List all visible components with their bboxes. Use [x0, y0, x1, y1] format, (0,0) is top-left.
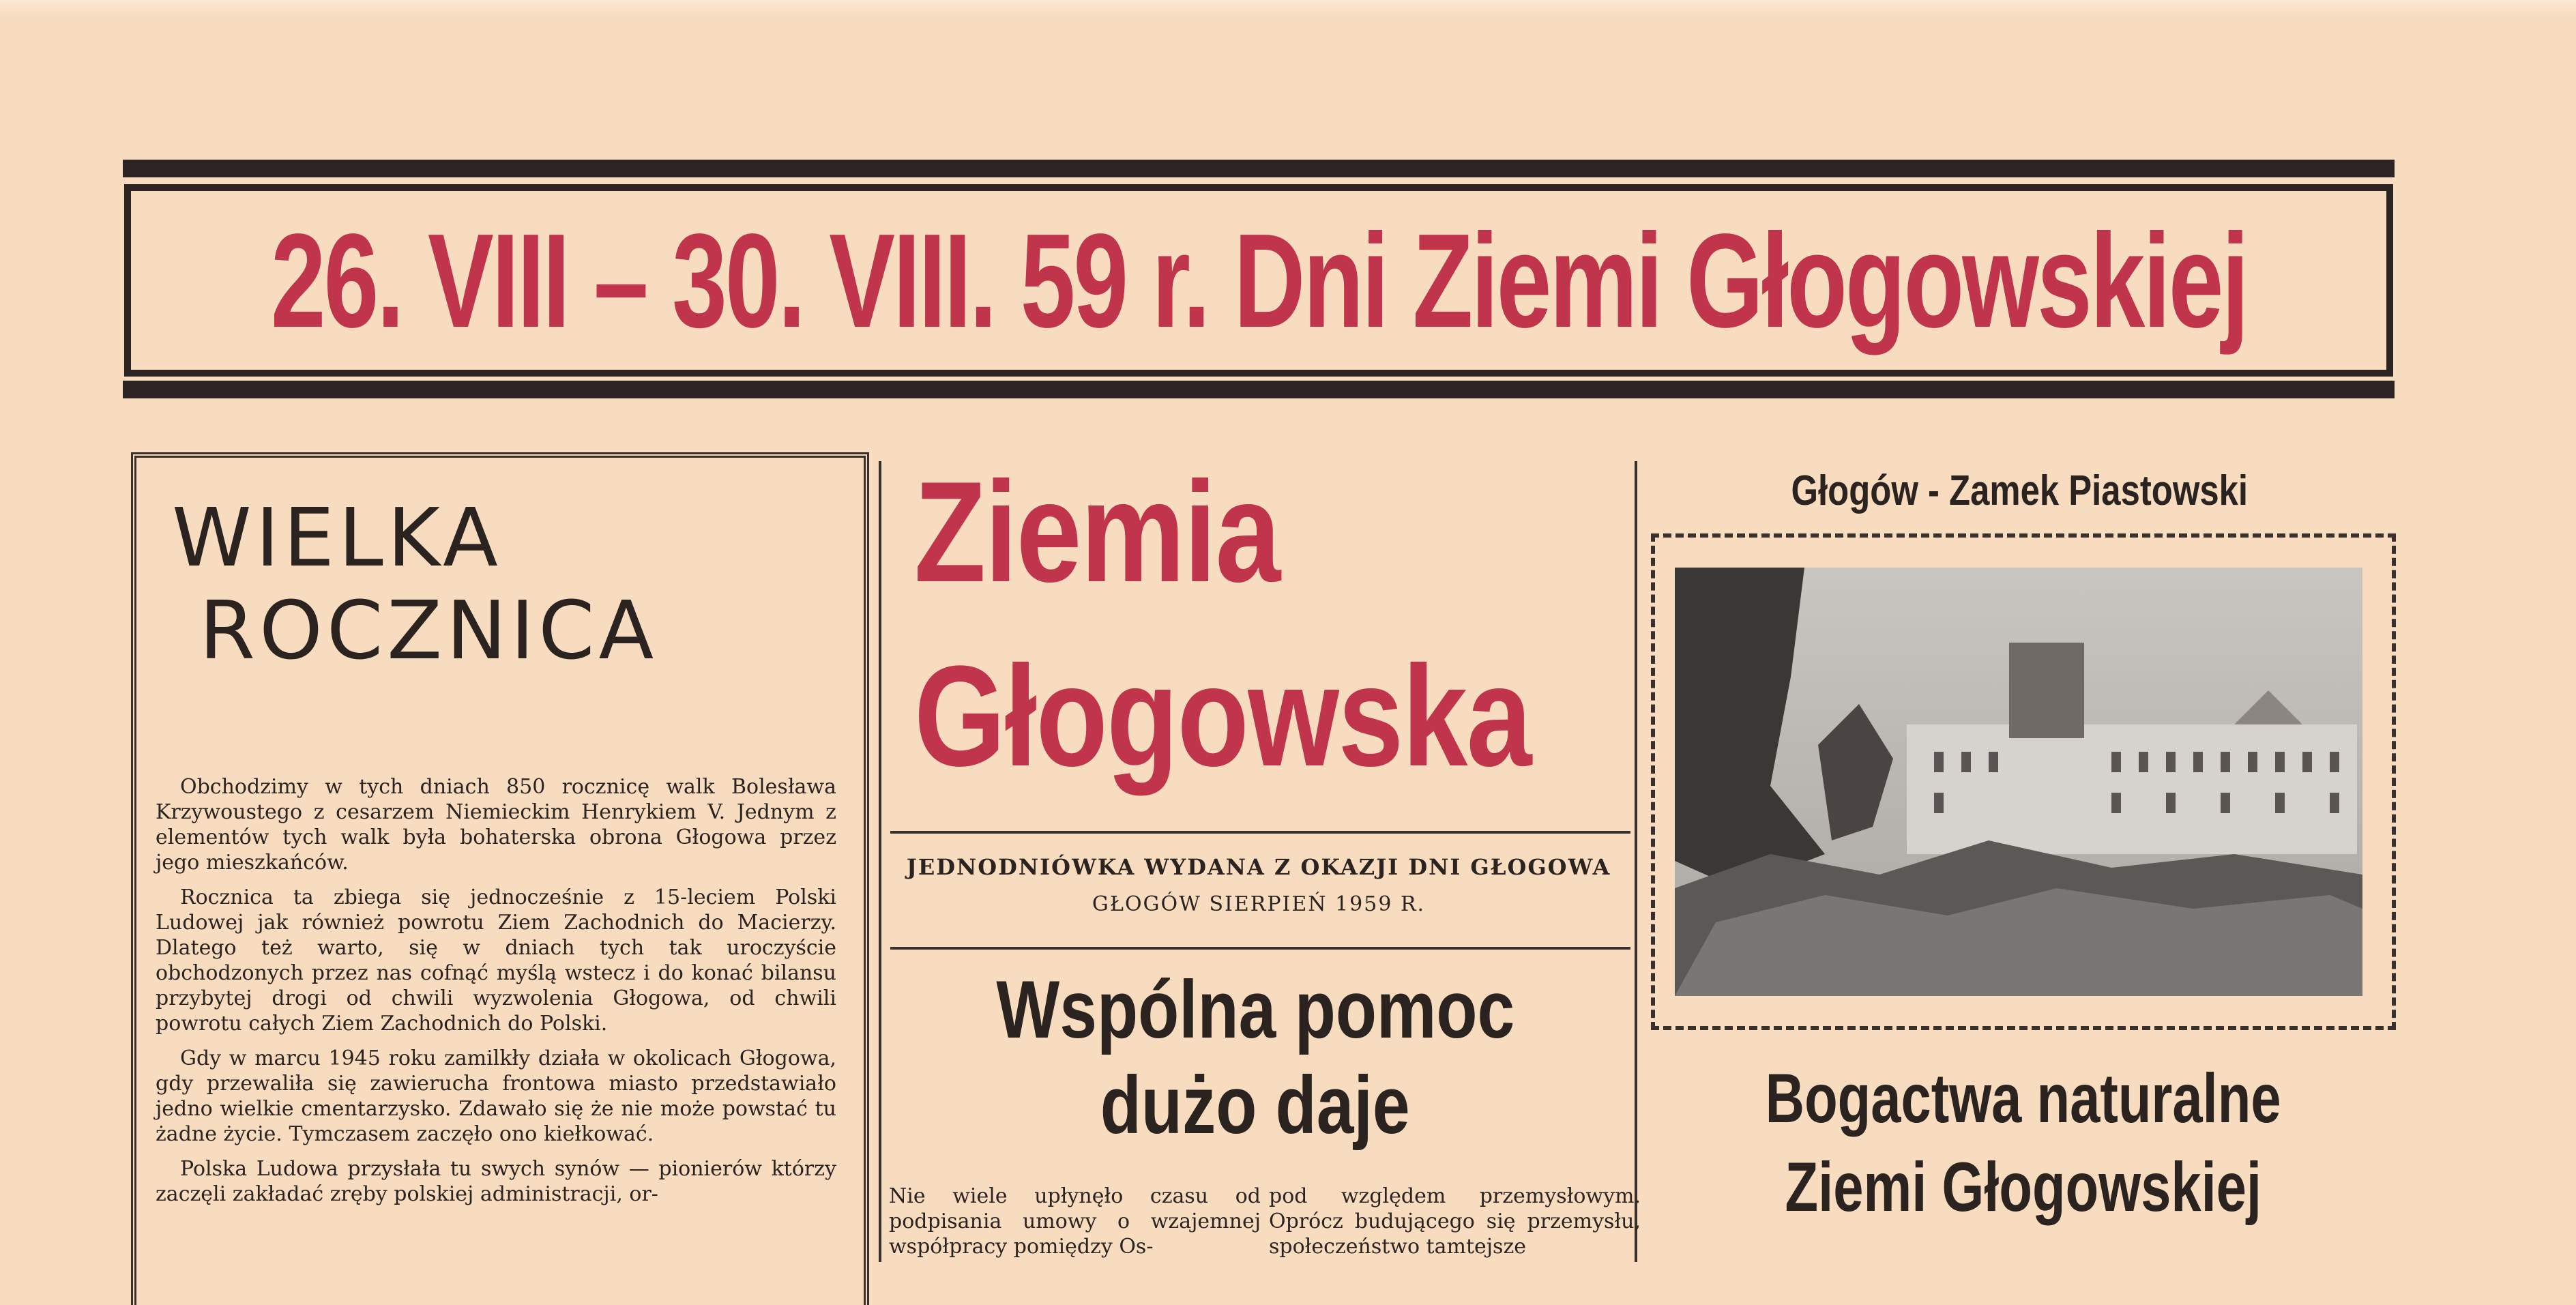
castle-photo	[1675, 568, 2362, 996]
banner-title: 26. VIII – 30. VIII. 59 r. Dni Ziemi Głogowskiej	[270, 205, 2247, 355]
headline-line-2: Ziemi Głogowskiej	[1785, 1148, 2262, 1226]
paper-top-edge	[0, 0, 2576, 16]
paragraph: Rocznica ta zbiega się jednocześnie z 15-leciem Polski Ludowej jak również powrotu Ziem Zachodnich do Macierzy. Dlatego też warto, się w dniach tych tak uroczyście obchodzonych przez nas cofnąć myślą wstecz i do konać bilansu przybytej drogi od chwili wyzwolenia Głogowa, od chwili powrotu całych Ziem Zachodnich do Polski.	[156, 885, 836, 1036]
masthead-rule-bottom	[890, 947, 1630, 950]
castle-photo-illustration	[1675, 568, 2362, 996]
headline-line-1: Wspólna pomoc	[996, 964, 1514, 1055]
masthead-dateline: GŁOGÓW SIERPIEŃ 1959 R.	[1092, 892, 1426, 916]
masthead-title	[914, 440, 1610, 808]
paragraph: Obchodzimy w tych dniach 850 rocznicę walk Bolesława Krzywoustego z cesarzem Niemieckim Henrykiem V. Jednym z elementów tych walk była bohaterska obrona Głogowa przez jego mieszkańców.	[156, 775, 836, 875]
paragraph: Gdy w marcu 1945 roku zamilkły działa w okolicach Głogowa, gdy przewaliła się zawierucha frontowa miasto przedstawiało jedno wielkie cmentarzysko. Zdawało się że nie może powstać tu żadne życie. Tymczasem zaczęło ono kiełkować.	[156, 1046, 836, 1146]
left-article-heading	[172, 491, 854, 677]
masthead-line-2: Głogowska	[914, 636, 1531, 796]
photo-caption	[1637, 467, 2401, 515]
column-rule-left	[879, 461, 881, 1262]
masthead-subtitle: JEDNODNIÓWKA WYDANA Z OKAZJI DNI GŁOGOWA	[906, 854, 1611, 880]
photo-caption-text: Głogów - Zamek Piastowski	[1791, 467, 2248, 514]
heading-line-1: WIELKA	[172, 490, 502, 585]
left-article-body	[156, 774, 836, 1216]
right-article-headline	[1651, 1054, 2396, 1231]
middle-article-text-col-1: Nie wiele upłynęło czasu od podpisania umowy o wzajemnej współpracy pomiędzy Os-	[889, 1184, 1261, 1259]
masthead-rule-top	[890, 831, 1630, 834]
paragraph: Polska Ludowa przysłała tu swych synów — pionierów którzy zaczęli zakładać zręby polskiej administracji, or-	[156, 1157, 836, 1206]
headline-line-1: Bogactwa naturalne	[1766, 1059, 2281, 1137]
middle-article-text-col-2: pod względem przemysłowym. Oprócz budującego się przemysłu, społeczeństwo tamtejsze	[1269, 1184, 1641, 1259]
column-rule-right	[1635, 461, 1637, 1262]
middle-article-headline	[894, 962, 1617, 1153]
headline-line-2: dużo daje	[1100, 1059, 1410, 1151]
heading-line-2: ROCZNICA	[199, 583, 658, 677]
masthead-line-1: Ziemia	[914, 452, 1280, 612]
banner-box	[124, 184, 2393, 377]
